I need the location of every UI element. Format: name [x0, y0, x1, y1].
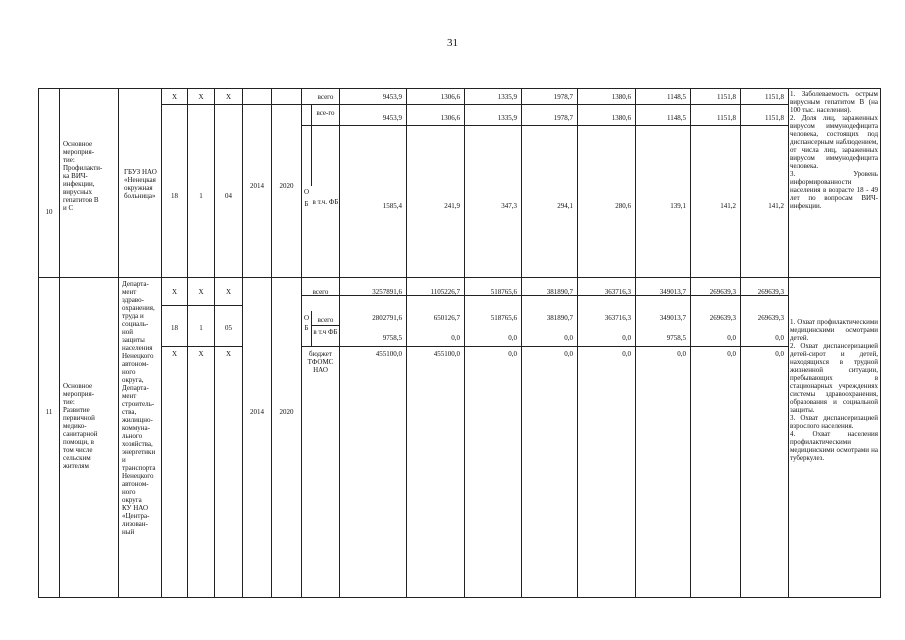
row10-x3: X [225, 93, 232, 101]
row10-l3-v7: 141,2 [720, 202, 736, 210]
row10-name-line: ка ВИЧ- [63, 172, 88, 180]
col-c3 [242, 88, 243, 598]
row10-code2: 1 [199, 192, 203, 200]
row11-name-line: сельским [63, 454, 91, 462]
row11-l2-v6: 349013,7 [659, 314, 686, 322]
row11-code1: 18 [171, 324, 178, 332]
row11-l2-v4: 381890,7 [546, 314, 573, 322]
row10-executor-line: больница» [124, 192, 156, 200]
row10-label-total: всего [317, 93, 334, 101]
row11-indicator: 1. Охват профилактическими медицинскими осмотрами детей. [790, 318, 878, 342]
row11-l1-v3: 518765,6 [490, 288, 517, 296]
row10-executor [124, 168, 160, 200]
row11-l1-v5: 363716,3 [604, 288, 631, 296]
row11-executor-line: округа, [122, 376, 144, 384]
row10-code3: 04 [225, 192, 232, 200]
row11-executor-line: охранения, [122, 304, 155, 312]
row10-name-line: гепатитов В [63, 196, 99, 204]
row10-label-total-sub: все-го [316, 109, 335, 117]
col-right [880, 88, 881, 598]
row11-x6: X [225, 350, 232, 358]
row11-code3: 05 [225, 324, 232, 332]
row11-ob: О Б [303, 314, 310, 332]
row11-l2-v5: 363716,3 [604, 314, 631, 322]
row11-l4-v2: 455100,0 [433, 350, 460, 358]
col-num [59, 88, 60, 598]
row11-executor-line: энергетики [122, 448, 156, 456]
row11-x1: X [171, 288, 178, 296]
row11-line3 [301, 346, 788, 347]
row10-l2-v1: 9453,9 [382, 114, 402, 122]
row11-l3-v4: 0,0 [564, 334, 573, 342]
row11-l4-v5: 0,0 [622, 350, 631, 358]
row10-l2-v5: 1380,6 [611, 114, 631, 122]
row10-name-line: и С [63, 204, 74, 212]
row11-executor-line: коммуна- [122, 424, 150, 432]
row11-number: 11 [45, 408, 53, 416]
row11-executor-line: Ненецкого [122, 352, 154, 360]
row11-executor-line: строитель- [122, 400, 155, 408]
row11-indicators [790, 318, 878, 462]
row11-executor-line: льного [122, 432, 143, 440]
row11-name [63, 382, 117, 470]
row11-name-line: помощи, в [63, 438, 94, 446]
row10-indicators [790, 90, 878, 210]
row11-executor-line: ного [122, 488, 136, 496]
row11-executor-line: хозяйства, [122, 440, 153, 448]
row11-executor-line: ной [122, 328, 133, 336]
row10-line2 [301, 125, 788, 126]
row11-name-line: Развитие [63, 406, 90, 414]
col-c2 [214, 88, 215, 598]
row11-l3-v2: 0,0 [451, 334, 460, 342]
row10-l2-v8: 1151,8 [765, 114, 784, 122]
row11-l1-v8: 269639,3 [757, 288, 784, 296]
row10-label-fb: в т.ч. ФБ [312, 198, 339, 206]
row10-name [63, 140, 117, 212]
row10-line1 [161, 104, 788, 105]
row10-indicator: 2. Доля лиц, зараженных вирусом иммунодефицита человека, состоящих под диспансерным наблюдением, от числа лиц, зараженных вирусом иммунодефицита человека. [790, 114, 878, 170]
row11-name-line: Основное [63, 382, 93, 390]
row10-l2-v2: 1306,6 [440, 114, 460, 122]
row11-executor-line: социаль- [122, 320, 149, 328]
row11-name-line: жителям [63, 462, 89, 470]
row11-l2-v7: 269639,3 [709, 314, 736, 322]
row11-label-tfoms: бюджет ТФОМС НАО [307, 350, 334, 374]
row10-l1-v8: 1151,8 [765, 93, 784, 101]
row11-executor-line: жилищно- [122, 416, 153, 424]
row11-l3-v3: 0,0 [508, 334, 517, 342]
col-exec [161, 88, 162, 598]
row11-l1-v4: 381890,7 [546, 288, 573, 296]
col-name [118, 88, 119, 598]
row11-executor-line: КУ НАО [122, 504, 149, 512]
row10-l2-v4: 1978,7 [553, 114, 573, 122]
row11-l3-v8: 0,0 [775, 334, 784, 342]
row11-executor-line: мент [122, 392, 137, 400]
row11-executor-line: труда и [122, 312, 144, 320]
row11-l1-v6: 349013,7 [659, 288, 686, 296]
row11-executor-line: Департа- [122, 384, 149, 392]
row10-l3-v1: 1585,4 [382, 202, 402, 210]
row10-year-start: 2014 [250, 182, 264, 190]
row10-l1-v6: 1148,5 [667, 93, 686, 101]
row11-executor-line: округа [122, 496, 142, 504]
row10-l3-v6: 139,1 [670, 202, 686, 210]
col-v2 [464, 88, 465, 598]
row10-name-line: мероприя- [63, 148, 95, 156]
row11-indicator: 2. Охват диспансеризацией детей-сирот и детей, находящихся в трудной жизненной ситуации, пребывающих в стационарных учреждениях системы здравоохранения, образования и социальной защиты. [790, 342, 878, 414]
col-source [339, 88, 340, 598]
page-number: 31 [447, 37, 458, 49]
col-c1 [187, 88, 188, 598]
row11-name-line: медико- [63, 422, 87, 430]
row11-x2: X [198, 288, 204, 296]
row11-sub-line [311, 325, 339, 326]
row10-name-line: вирусных [63, 188, 93, 196]
row11-label-total-sub: всего [317, 316, 334, 324]
row-separator [38, 277, 881, 278]
row10-l1-v4: 1978,7 [553, 93, 573, 101]
row11-l3-v6: 9758,5 [666, 334, 686, 342]
row10-ob: О Б [303, 188, 310, 208]
row11-l1-v7: 269639,3 [709, 288, 736, 296]
row11-l4-v8: 0,0 [775, 350, 784, 358]
row11-executor-line: ства, [122, 408, 137, 416]
row11-l3-v5: 0,0 [622, 334, 631, 342]
row11-code-line1 [161, 305, 242, 306]
row10-l3-v3: 347,3 [501, 202, 517, 210]
row11-year-start: 2014 [250, 408, 264, 416]
row11-executor [122, 280, 160, 536]
row11-name-line: том числе [63, 446, 93, 454]
row11-l4-v1: 455100,0 [375, 350, 402, 358]
row11-executor-line: ный [122, 528, 135, 536]
row11-name-line: первичной [63, 414, 95, 422]
row10-l2-v6: 1148,5 [667, 114, 686, 122]
row11-label-total: всего [312, 288, 329, 296]
row11-x5: X [198, 350, 204, 358]
col-v1 [406, 88, 407, 598]
row10-l3-v5: 280,6 [615, 202, 631, 210]
row11-year-end: 2020 [279, 408, 294, 416]
row10-l1-v2: 1306,6 [440, 93, 460, 101]
row11-l2-v1: 2802791,6 [372, 314, 402, 322]
row10-l2-v3: 1335,9 [497, 114, 517, 122]
row10-x2: X [198, 93, 204, 101]
row11-executor-line: транспорта [122, 464, 156, 472]
row10-l2-v7: 1151,8 [717, 114, 736, 122]
row10-name-line: тие: [63, 156, 75, 164]
col-indicators [788, 88, 789, 598]
row11-l2-v2: 650126,7 [433, 314, 460, 322]
row11-x4: X [171, 350, 178, 358]
row11-l4-v7: 0,0 [727, 350, 736, 358]
row11-indicator: 4. Охват населения профилактическими медицинскими осмотрами на туберкулез. [790, 430, 878, 462]
row11-name-line: тие: [63, 398, 75, 406]
row11-l1-v2: 1105226,7 [430, 288, 460, 296]
row10-indicator: 3. Уровень информированности населения в возрасте 18 - 49 лет по вопросам ВИЧ-инфекции. [790, 170, 878, 210]
row11-executor-line: здраво- [122, 296, 144, 304]
row10-number: 10 [45, 208, 53, 216]
row11-name-line: мероприя- [63, 390, 95, 398]
row11-x3: X [225, 288, 232, 296]
row10-l1-v1: 9453,9 [382, 93, 402, 101]
row10-l1-v5: 1380,6 [611, 93, 631, 101]
row11-executor-line: автоном- [122, 360, 149, 368]
col-left [38, 88, 39, 598]
col-v3 [521, 88, 522, 598]
row11-label-fb: в т.ч ФБ [313, 328, 338, 336]
row10-executor-line: окружная [124, 184, 153, 192]
row10-x1: X [171, 93, 178, 101]
row11-l3-v1: 9758,5 [382, 334, 402, 342]
row11-l4-v4: 0,0 [564, 350, 573, 358]
row10-l3-v2: 241,9 [444, 202, 460, 210]
row11-executor-line: ного [122, 368, 136, 376]
row10-l1-v3: 1335,9 [497, 93, 517, 101]
row11-l4-v6: 0,0 [677, 350, 686, 358]
row11-indicator: 3. Охват диспансеризацией взрослого населения. [790, 414, 878, 430]
row11-executor-line: мент [122, 288, 137, 296]
row10-name-line: инфекции, [63, 180, 95, 188]
program-table [38, 88, 881, 598]
row11-l1-v1: 3257891,6 [372, 288, 402, 296]
col-v7 [740, 88, 741, 598]
row11-executor-line: защиты [122, 336, 145, 344]
row10-year-end: 2020 [279, 182, 294, 190]
col-v5 [635, 88, 636, 598]
row11-l2-v8: 269639,3 [757, 314, 784, 322]
row11-executor-line: лизован- [122, 520, 148, 528]
row11-executor-line: Департа- [122, 280, 149, 288]
row10-l3-v4: 294,1 [557, 202, 573, 210]
row11-l3-v7: 0,0 [727, 334, 736, 342]
row11-executor-line: и [122, 456, 126, 464]
row10-executor-line: «Ненецкая [124, 176, 156, 184]
col-y2 [301, 88, 302, 598]
table-border-top [38, 88, 881, 89]
row11-executor-line: «Центра- [122, 512, 150, 520]
row10-name-line: Основное [63, 140, 93, 148]
table-border-bottom [38, 597, 881, 598]
row11-name-line: санитарной [63, 430, 98, 438]
row10-l3-v8: 141,2 [768, 202, 784, 210]
row11-code2: 1 [199, 324, 203, 332]
row10-executor-line: ГБУЗ НАО [124, 168, 157, 176]
row11-code-line2 [161, 346, 242, 347]
col-v6 [690, 88, 691, 598]
col-y1 [271, 88, 272, 598]
row10-l1-v7: 1151,8 [717, 93, 736, 101]
row10-name-line: Профилакти- [63, 164, 103, 172]
row11-executor-line: Ненецкого [122, 472, 154, 480]
col-v4 [577, 88, 578, 598]
row10-indicator: 1. Заболеваемость острым вирусным гепатитом В (на 100 тыс. населения). [790, 90, 878, 114]
row10-code1: 18 [171, 192, 178, 200]
row11-executor-line: населения [122, 344, 153, 352]
row11-l4-v3: 0,0 [508, 350, 517, 358]
row11-executor-line: автоном- [122, 480, 149, 488]
row11-l2-v3: 518765,6 [490, 314, 517, 322]
